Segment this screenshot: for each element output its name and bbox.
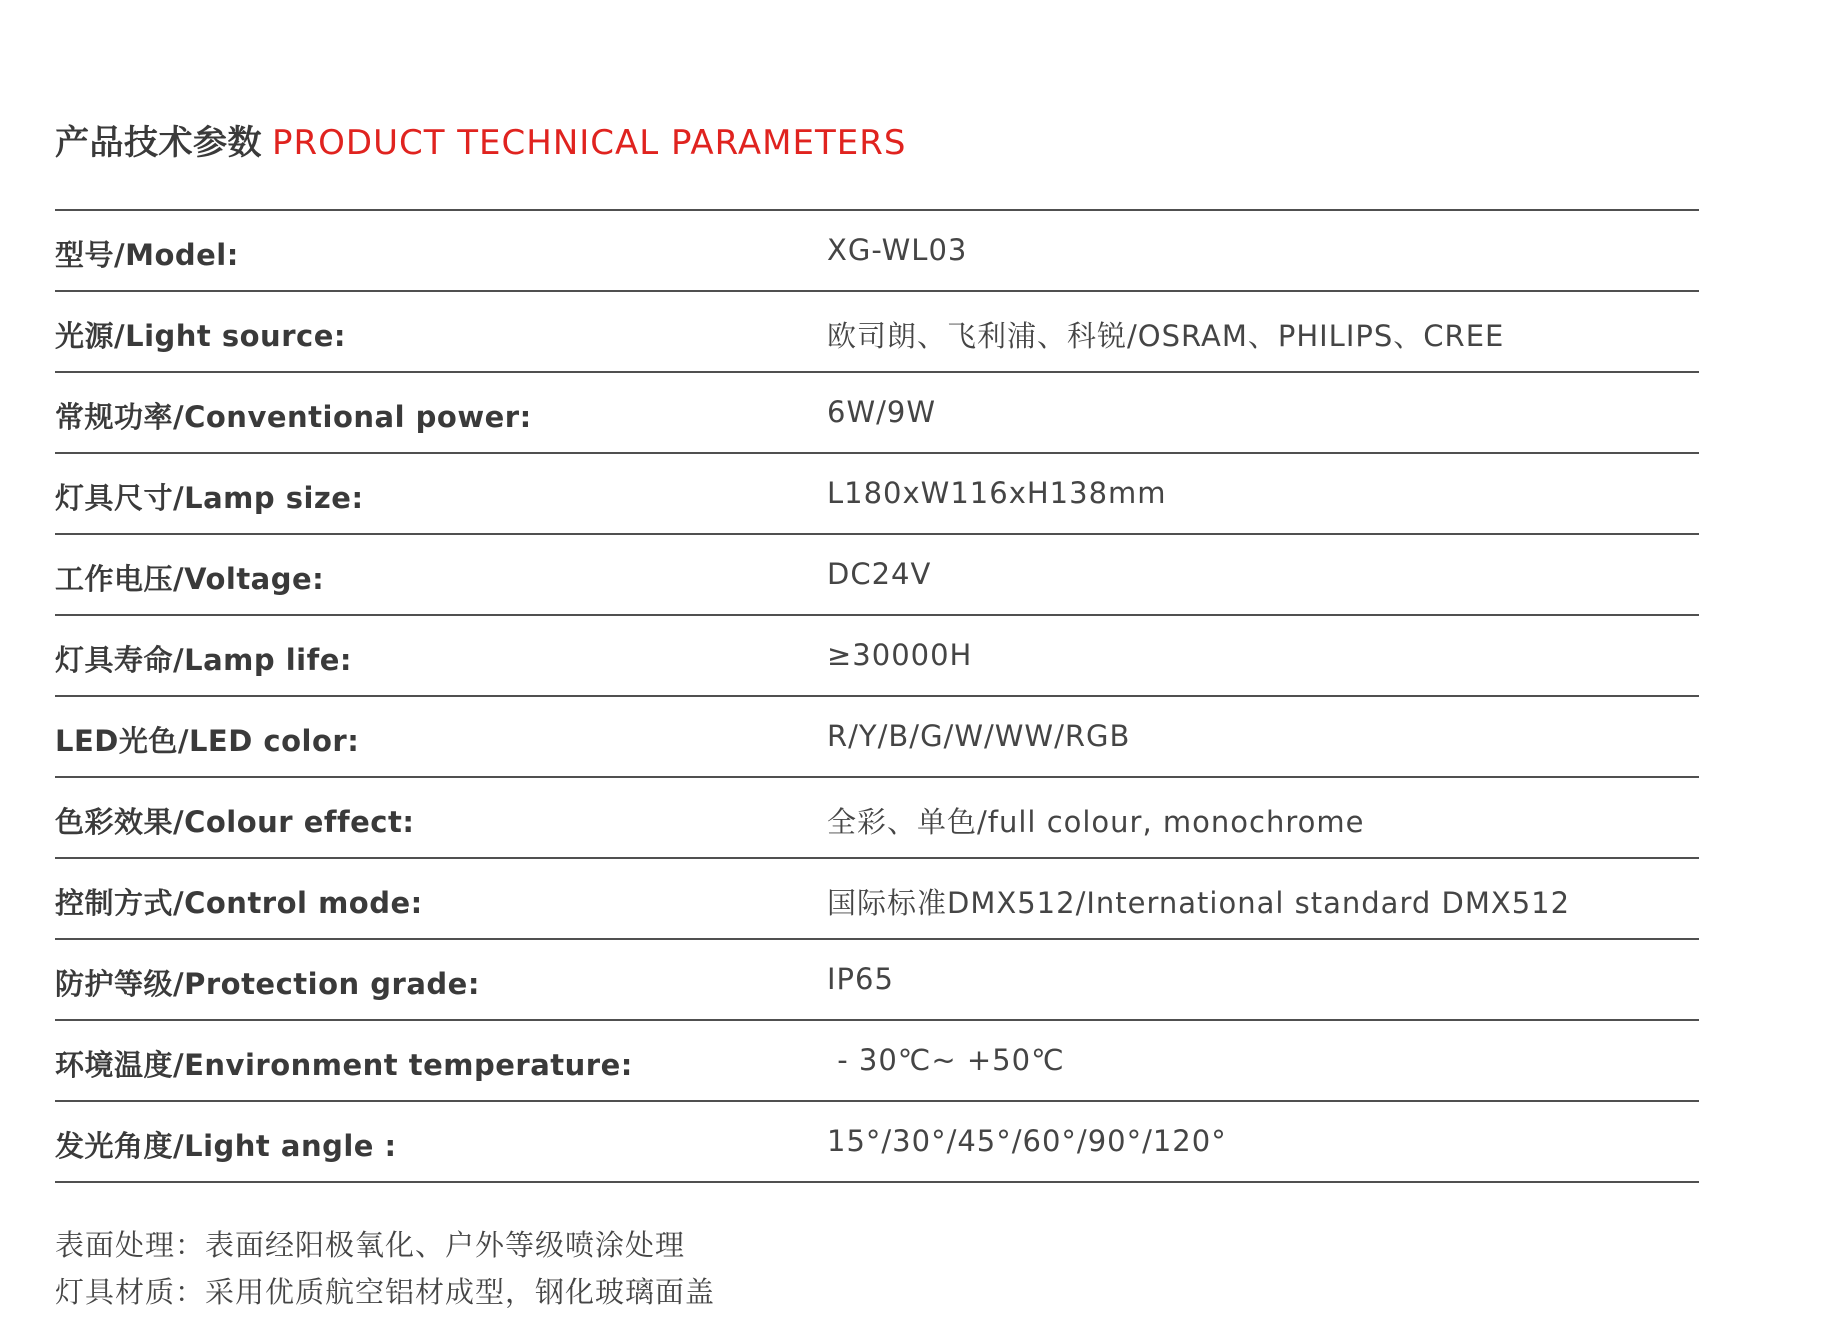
param-row-led-color bbox=[55, 697, 1699, 778]
param-label: 色彩效果/Colour effect: bbox=[55, 805, 415, 839]
param-row-light-angle bbox=[55, 1102, 1699, 1183]
page-title-english: PRODUCT TECHNICAL PARAMETERS bbox=[272, 123, 907, 163]
param-value: 欧司朗、飞利浦、科锐/OSRAM、PHILIPS、CREE bbox=[827, 319, 1505, 353]
page-title bbox=[55, 118, 906, 168]
note-surface-treatment: 表面处理：表面经阳极氧化、户外等级喷涂处理 bbox=[55, 1228, 686, 1262]
param-value: 15°/30°/45°/60°/90°/120° bbox=[827, 1124, 1227, 1158]
param-row-power bbox=[55, 373, 1699, 454]
param-row-light-source bbox=[55, 292, 1699, 373]
param-label: LED光色/LED color: bbox=[55, 724, 360, 758]
param-label: 型号/Model: bbox=[55, 238, 239, 272]
notes bbox=[55, 1222, 715, 1316]
param-label: 控制方式/Control mode: bbox=[55, 886, 423, 920]
param-row-protection-grade bbox=[55, 940, 1699, 1021]
param-label: 工作电压/Voltage: bbox=[55, 562, 325, 596]
param-label: 环境温度/Environment temperature: bbox=[55, 1048, 633, 1082]
parameters-table bbox=[55, 209, 1699, 1183]
param-label: 发光角度/Light angle : bbox=[55, 1129, 397, 1163]
param-label: 防护等级/Protection grade: bbox=[55, 967, 480, 1001]
param-value: ≥30000H bbox=[827, 638, 973, 672]
page-title-chinese: 产品技术参数 bbox=[55, 123, 262, 163]
param-label: 光源/Light source: bbox=[55, 319, 346, 353]
param-row-model bbox=[55, 211, 1699, 292]
param-row-voltage bbox=[55, 535, 1699, 616]
param-row-colour-effect bbox=[55, 778, 1699, 859]
param-value: DC24V bbox=[827, 557, 932, 591]
param-label: 灯具尺寸/Lamp size: bbox=[55, 481, 364, 515]
param-label: 常规功率/Conventional power: bbox=[55, 400, 532, 434]
param-row-lamp-life bbox=[55, 616, 1699, 697]
param-label: 灯具寿命/Lamp life: bbox=[55, 643, 352, 677]
param-value: IP65 bbox=[827, 962, 894, 996]
param-value: R/Y/B/G/W/WW/RGB bbox=[827, 719, 1131, 753]
param-value: 6W/9W bbox=[827, 395, 937, 429]
param-value: 全彩、单色/full colour, monochrome bbox=[827, 805, 1365, 839]
param-value: - 30℃~ +50℃ bbox=[827, 1043, 1065, 1077]
param-value: 国际标准DMX512/International standard DMX512 bbox=[827, 886, 1571, 920]
param-row-environment-temperature bbox=[55, 1021, 1699, 1102]
param-row-lamp-size bbox=[55, 454, 1699, 535]
param-row-control-mode bbox=[55, 859, 1699, 940]
note-lamp-material: 灯具材质：采用优质航空铝材成型，钢化玻璃面盖 bbox=[55, 1275, 716, 1309]
param-value: XG-WL03 bbox=[827, 233, 968, 267]
param-value: L180xW116xH138mm bbox=[827, 476, 1167, 510]
